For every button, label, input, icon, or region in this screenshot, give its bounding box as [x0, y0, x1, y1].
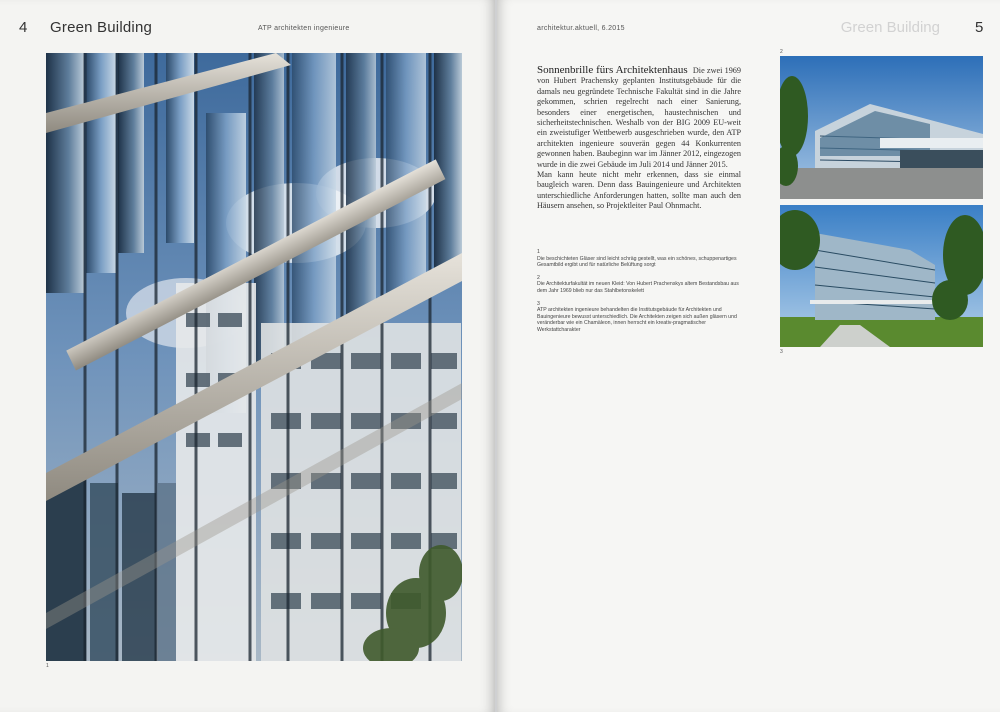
left-page: [0, 0, 495, 712]
caption-text: Die beschichteten Gläser sind leicht schräg gestellt, was ein schönes, schuppenartiges Gesamtbild ergibt und für natürliche Belüftung sorgt: [537, 255, 737, 269]
page-number: 4: [19, 19, 28, 36]
caption-number: 3: [537, 300, 540, 307]
caption-text: ATP architekten ingenieure behandelten die Institutsgebäude für Architekten und Bauingenieure bewusst unterschiedlich. Die Architekten zeigen sich außen gläsern und veränderbar wie ein Chamäleon, innen herrscht ein kreativ-pragmatischer Werkstattcharakter: [537, 307, 737, 333]
caption-text: Die Architekturfakultät im neuen Kleid: Von Hubert Prachenskys altem Bestandsbau aus dem Jahr 1969 blieb nur das Stahlbetonskelett: [537, 281, 739, 294]
captions: [537, 249, 743, 340]
caption-item: [537, 249, 743, 269]
caption-item: [537, 275, 743, 295]
article-paragraph-1: Sonnenbrille fürs Architektenhaus Die zwei 1969 von Hubert Prachensky geplanten Institutsgebäude für die damals neu gegründete Technische Fakultät sind in die Jahre gekommen, schrien regelrecht nach einer Sanierung, besonders einer energetischen, haustechnischen und sicherheitstechnischen. Weshalb von der BIG 2009 EU-weit ein zweistufiger Wettbewerb ausgeschrieben wurde, den ATP architekten ingenieure souverän gegen 44 Konkurrenten gewonnen haben. Baubeginn war im Jänner 2012, eingezogen wurde in die zwei Gebäude im Juli 2014 und Jänner 2015.: [537, 64, 741, 169]
figure-2-number: 2: [780, 49, 783, 55]
article-paragraph-2: Man kann heute nicht mehr erkennen, dass sie einmal baugleich waren. Denn dass Bauingenieure und Architekten unterschiedliche Anforderungen hatten, sollte man auch den Häusern ansehen, so Projektleiter Paul Ohnmacht.: [537, 170, 741, 211]
caption-number: 1: [537, 249, 540, 255]
building-entrance-photo: [780, 205, 983, 347]
article-body: [537, 65, 741, 212]
section-title: Green Building: [50, 19, 153, 36]
caption-item: [537, 301, 743, 334]
figure-3-number: 3: [780, 349, 783, 355]
building-exterior-photo: [780, 56, 983, 199]
page-number: 5: [975, 19, 984, 36]
figure-number: 1: [46, 663, 49, 669]
running-header: ATP architekten ingenieure: [258, 25, 350, 32]
facade-photo: [46, 53, 462, 661]
ghost-section-title: Green Building: [840, 19, 940, 36]
running-header: architektur.aktuell, 6.2015: [537, 25, 625, 32]
caption-number: 2: [537, 274, 540, 281]
article-headline: Sonnenbrille fürs Architektenhaus: [537, 64, 688, 76]
